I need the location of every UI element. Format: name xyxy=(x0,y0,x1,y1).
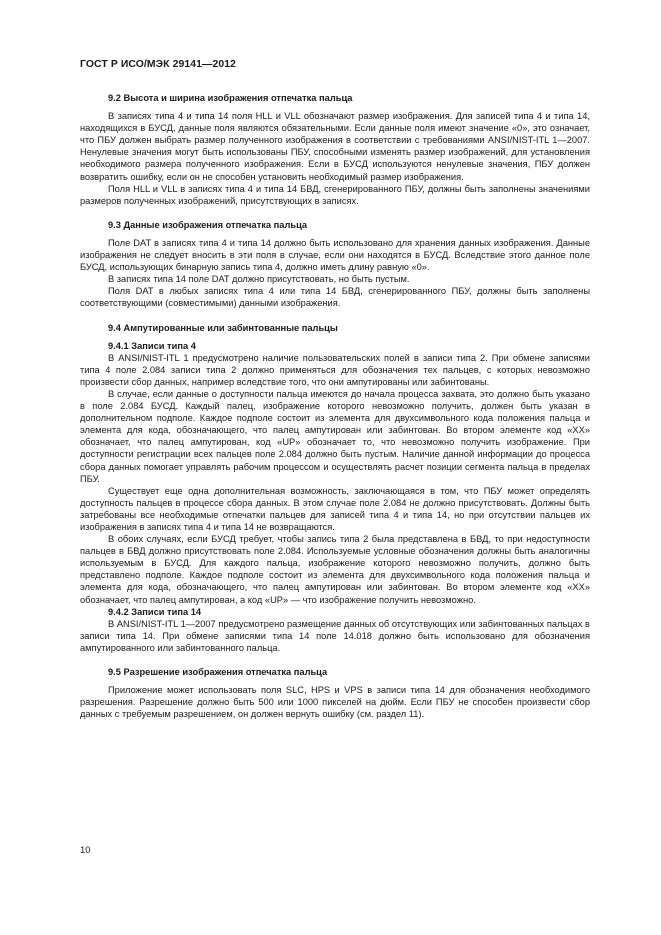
section-9-2-heading: 9.2 Высота и ширина изображения отпечатка пальца xyxy=(108,93,353,103)
section-9-3-para-2: В записях типа 14 поле DAT должно присутствовать, но быть пустым. xyxy=(108,274,410,285)
section-9-4-1-heading: 9.4.1 Записи типа 4 xyxy=(108,340,196,351)
section-9-3-para-3: Поля DAT в любых записях типа 4 или типа 14 БВД, сгенерированного ПБУ, должны быть заполнены соответствующими (совместимыми) данными изображения. xyxy=(80,286,590,309)
section-9-3-para-1: Поле DAT в записях типа 4 и типа 14 должно быть использовано для хранения данных изображения. Данные изображения не следует вносить в эти поля в случае, если они находятся в БУСД. Вследствие этого данное поле БУСД, использующих бинарную запись типа 4, должно иметь длину равную «0». xyxy=(80,237,590,273)
section-9-4-2-heading: 9.4.2 Записи типа 14 xyxy=(108,606,202,617)
section-9-2-para-1: В записях типа 4 и типа 14 поля HLL и VLL обозначают размер изображения. Для записей типа 4 и типа 14, находящихся в БУСД, данные поля являются обязательными. Если данные поля имеют значение «0», это означает, что ПБУ должен выбрать размер полученного изображения в соответствии с требованиями ANSI/NIST-ITL 1—2007. Ненулевые значения могут быть использованы ПБУ, способными изменять размер изображений, для установления необходимого размера полученного изображения. Если в БУСД используются ненулевые значения, ПБУ должен возвратить ошибку, если он не способен установить необходимый размер изображения. xyxy=(80,111,590,182)
section-9-4-1-para-1: В ANSI/NIST-ITL 1 предусмотрено наличие пользовательских полей в записи типа 2. При обмене записями типа 4 поле 2.084 записи типа 2 должно применяться для обозначения тех пальцев, с которых невозможно произвести сбор данных, например вследствие того, что они ампутированы или забинтованы. xyxy=(80,352,590,387)
document-body xyxy=(80,92,590,720)
section-9-5-para-1: Приложение может использовать поля SLC, HPS и VPS в записи типа 14 для обозначения необходимого разрешения. Разрешение должно быть 500 или 1000 пикселей на дюйм. Если ПБУ не способен произвести сбор данных с требуемым разрешением, он должен вернуть ошибку (см. раздел 11). xyxy=(80,685,590,720)
section-9-4-1-para-3: Существует еще одна дополнительная возможность, заключающаяся в том, что ПБУ может определять доступность пальцев в процессе сбора данных. В этом случае поле 2.084 не должно присутствовать. Должны быть затребованы все необходимые отпечатки пальцев для записей типа 4 и типа 14, но при отсутствии пальцев их изображения в записях типа 4 и типа 14 не возвращаются. xyxy=(80,485,590,532)
section-9-2-para-2: Поля HLL и VLL в записях типа 4 и типа 14 БВД, сгенерированного ПБУ, должны быть заполнены значениями размеров полученных изображений, присутствующих в записях. xyxy=(80,183,590,206)
section-9-4-1-para-4: В обоих случаях, если БУСД требует, чтобы запись типа 2 была представлена в БВД, то при недоступности пальцев в БВД должно присутствовать поле 2.084. Используемые условные обозначения должны быть аналогичны используемым в БУСД. Для каждого пальца, изображение которого невозможно получить, должно быть представлено подполе. Каждое подполе состоит из элемента для двухсимвольного кода положения пальца и элемента для кода, обозначающего, что палец ампутирован или забинтован. Во втором элементе код «XX» обозначает, что палец ампутирован, а код «UP» — что изображение получить невозможно. xyxy=(80,534,590,605)
section-9-3-heading: 9.3 Данные изображения отпечатка пальца xyxy=(108,219,308,230)
section-9-4-heading: 9.4 Ампутированные или забинтованные пальцы xyxy=(108,322,338,333)
section-9-4-1-para-2: В случае, если данные о доступности пальца имеются до начала процесса захвата, это должно быть указано в поле 2.084 БУСД. Каждый палец, изображение которого невозможно получить, должен быть указан в дополнительном подполе. Каждое подполе состоит из элемента для двухсимвольного кода положения пальца и элемента для кода, обозначающего, что палец ампутирован или забинтован. Во втором элементе код «XX» обозначает, что палец ампутирован, код «UP» обозначает то, что невозможно получить изображение. При доступности регистрации всех пальцев поле 2.084 должно быть пустым. Наличие данной информации до процесса сбора данных помогает управлять рабочим процессом и осуществлять расчет позиции сегмента пальца в пределах ПБУ. xyxy=(80,388,590,484)
section-9-5-heading: 9.5 Разрешение изображения отпечатка пальца xyxy=(108,667,328,678)
standard-header: ГОСТ Р ИСО/МЭК 29141—2012 xyxy=(80,59,236,70)
section-9-4-2-para-1: В ANSI/NIST-ITL 1—2007 предусмотрено размещение данных об отсутствующих или забинтованных пальцах в записи типа 14. При обмене записями типа 14 поле 14.018 должно быть использовано для обозначения ампутированного или забинтованного пальца. xyxy=(80,618,590,653)
page-number: 10 xyxy=(80,845,91,856)
